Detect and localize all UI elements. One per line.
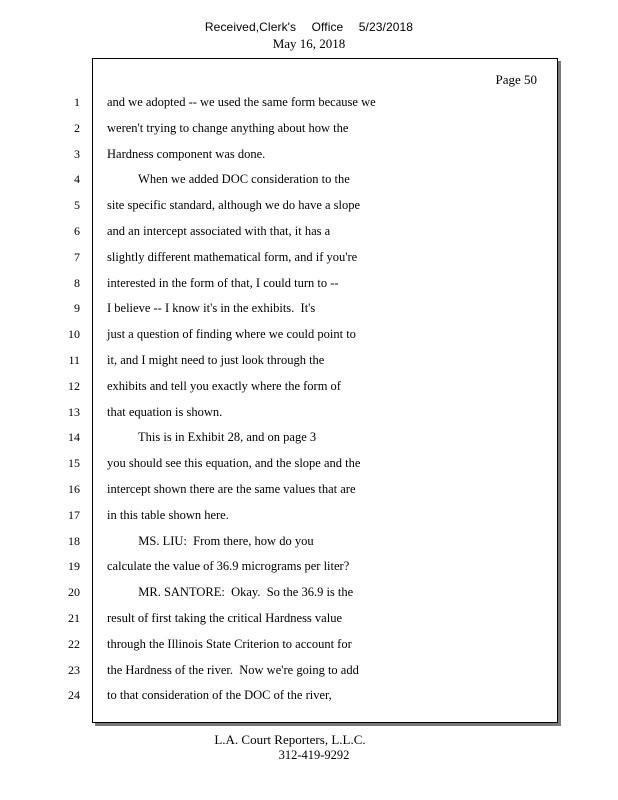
transcript-line: interested in the form of that, I could turn to --: [107, 275, 339, 290]
line-number-column: [60, 93, 80, 712]
line-number: 8: [74, 275, 80, 290]
transcript-line: site specific standard, although we do have a slope: [107, 198, 361, 213]
line-number: 22: [68, 636, 80, 651]
transcript-line: and an intercept associated with that, it has a: [107, 223, 331, 238]
transcript-line: slightly different mathematical form, and if you're: [107, 249, 358, 264]
line-number: 10: [68, 327, 80, 342]
transcript-line: in this table shown here.: [107, 507, 229, 522]
transcript-line: it, and I might need to just look through the: [107, 352, 325, 367]
line-number: 6: [74, 223, 80, 238]
transcript-line: Hardness component was done.: [107, 146, 266, 161]
line-number: 17: [68, 507, 80, 522]
line-number: 23: [68, 662, 80, 677]
line-number: 13: [68, 404, 80, 419]
transcript-line: When we added DOC consideration to the: [107, 172, 350, 187]
transcript-line: MS. LIU: From there, how do you: [107, 533, 314, 548]
line-number: 24: [68, 688, 80, 703]
transcript-line: through the Illinois State Criterion to account for: [107, 636, 352, 651]
clerk-received-stamp: [0, 20, 618, 34]
line-number: 15: [68, 456, 80, 471]
transcript-line: and we adopted -- we used the same form because we: [107, 95, 376, 109]
line-number: 9: [74, 301, 80, 316]
line-number: 7: [74, 249, 80, 264]
transcript-line: result of first taking the critical Hardness value: [107, 610, 342, 625]
transcript-line: MR. SANTORE: Okay. So the 36.9 is the: [107, 585, 354, 600]
transcript-text: [107, 93, 547, 712]
stamp-received: Received,Clerk's: [204, 20, 297, 34]
transcript-line: weren't trying to change anything about how the: [107, 120, 349, 135]
stamp-office: Office: [311, 20, 344, 34]
line-number: 18: [68, 533, 80, 548]
transcript-line: to that consideration of the DOC of the river,: [107, 688, 332, 703]
line-number: 1: [74, 95, 80, 109]
transcript-line: the Hardness of the river. Now we're going to add: [107, 662, 359, 677]
footer-company: L.A. Court Reporters, L.L.C.: [214, 732, 366, 747]
transcript-line: exhibits and tell you exactly where the form of: [107, 378, 341, 393]
line-number: 21: [68, 610, 80, 625]
line-number: 19: [68, 559, 80, 574]
line-number: 11: [68, 352, 80, 367]
footer-phone: 312-419-9292: [278, 748, 350, 762]
line-number: 5: [74, 198, 80, 213]
transcript-line: you should see this equation, and the slope and the: [107, 456, 361, 471]
transcript-line: that equation is shown.: [107, 404, 223, 419]
line-number: 3: [74, 146, 80, 161]
transcript-date: May 16, 2018: [272, 36, 346, 51]
line-number: 14: [68, 430, 80, 445]
line-number: 20: [68, 585, 80, 600]
transcript-line: I believe -- I know it's in the exhibits. It's: [107, 301, 316, 316]
line-number: 12: [68, 378, 80, 393]
stamp-date: 5/23/2018: [358, 20, 414, 34]
transcript-line: intercept shown there are the same values that are: [107, 481, 356, 496]
transcript-line: This is in Exhibit 28, and on page 3: [107, 430, 317, 445]
line-number: 16: [68, 481, 80, 496]
line-number: 2: [74, 120, 80, 135]
page-number: Page 50: [495, 72, 537, 87]
line-number: 4: [74, 172, 80, 187]
transcript-line: calculate the value of 36.9 micrograms per liter?: [107, 559, 350, 574]
transcript-line: just a question of finding where we could point to: [107, 327, 356, 342]
